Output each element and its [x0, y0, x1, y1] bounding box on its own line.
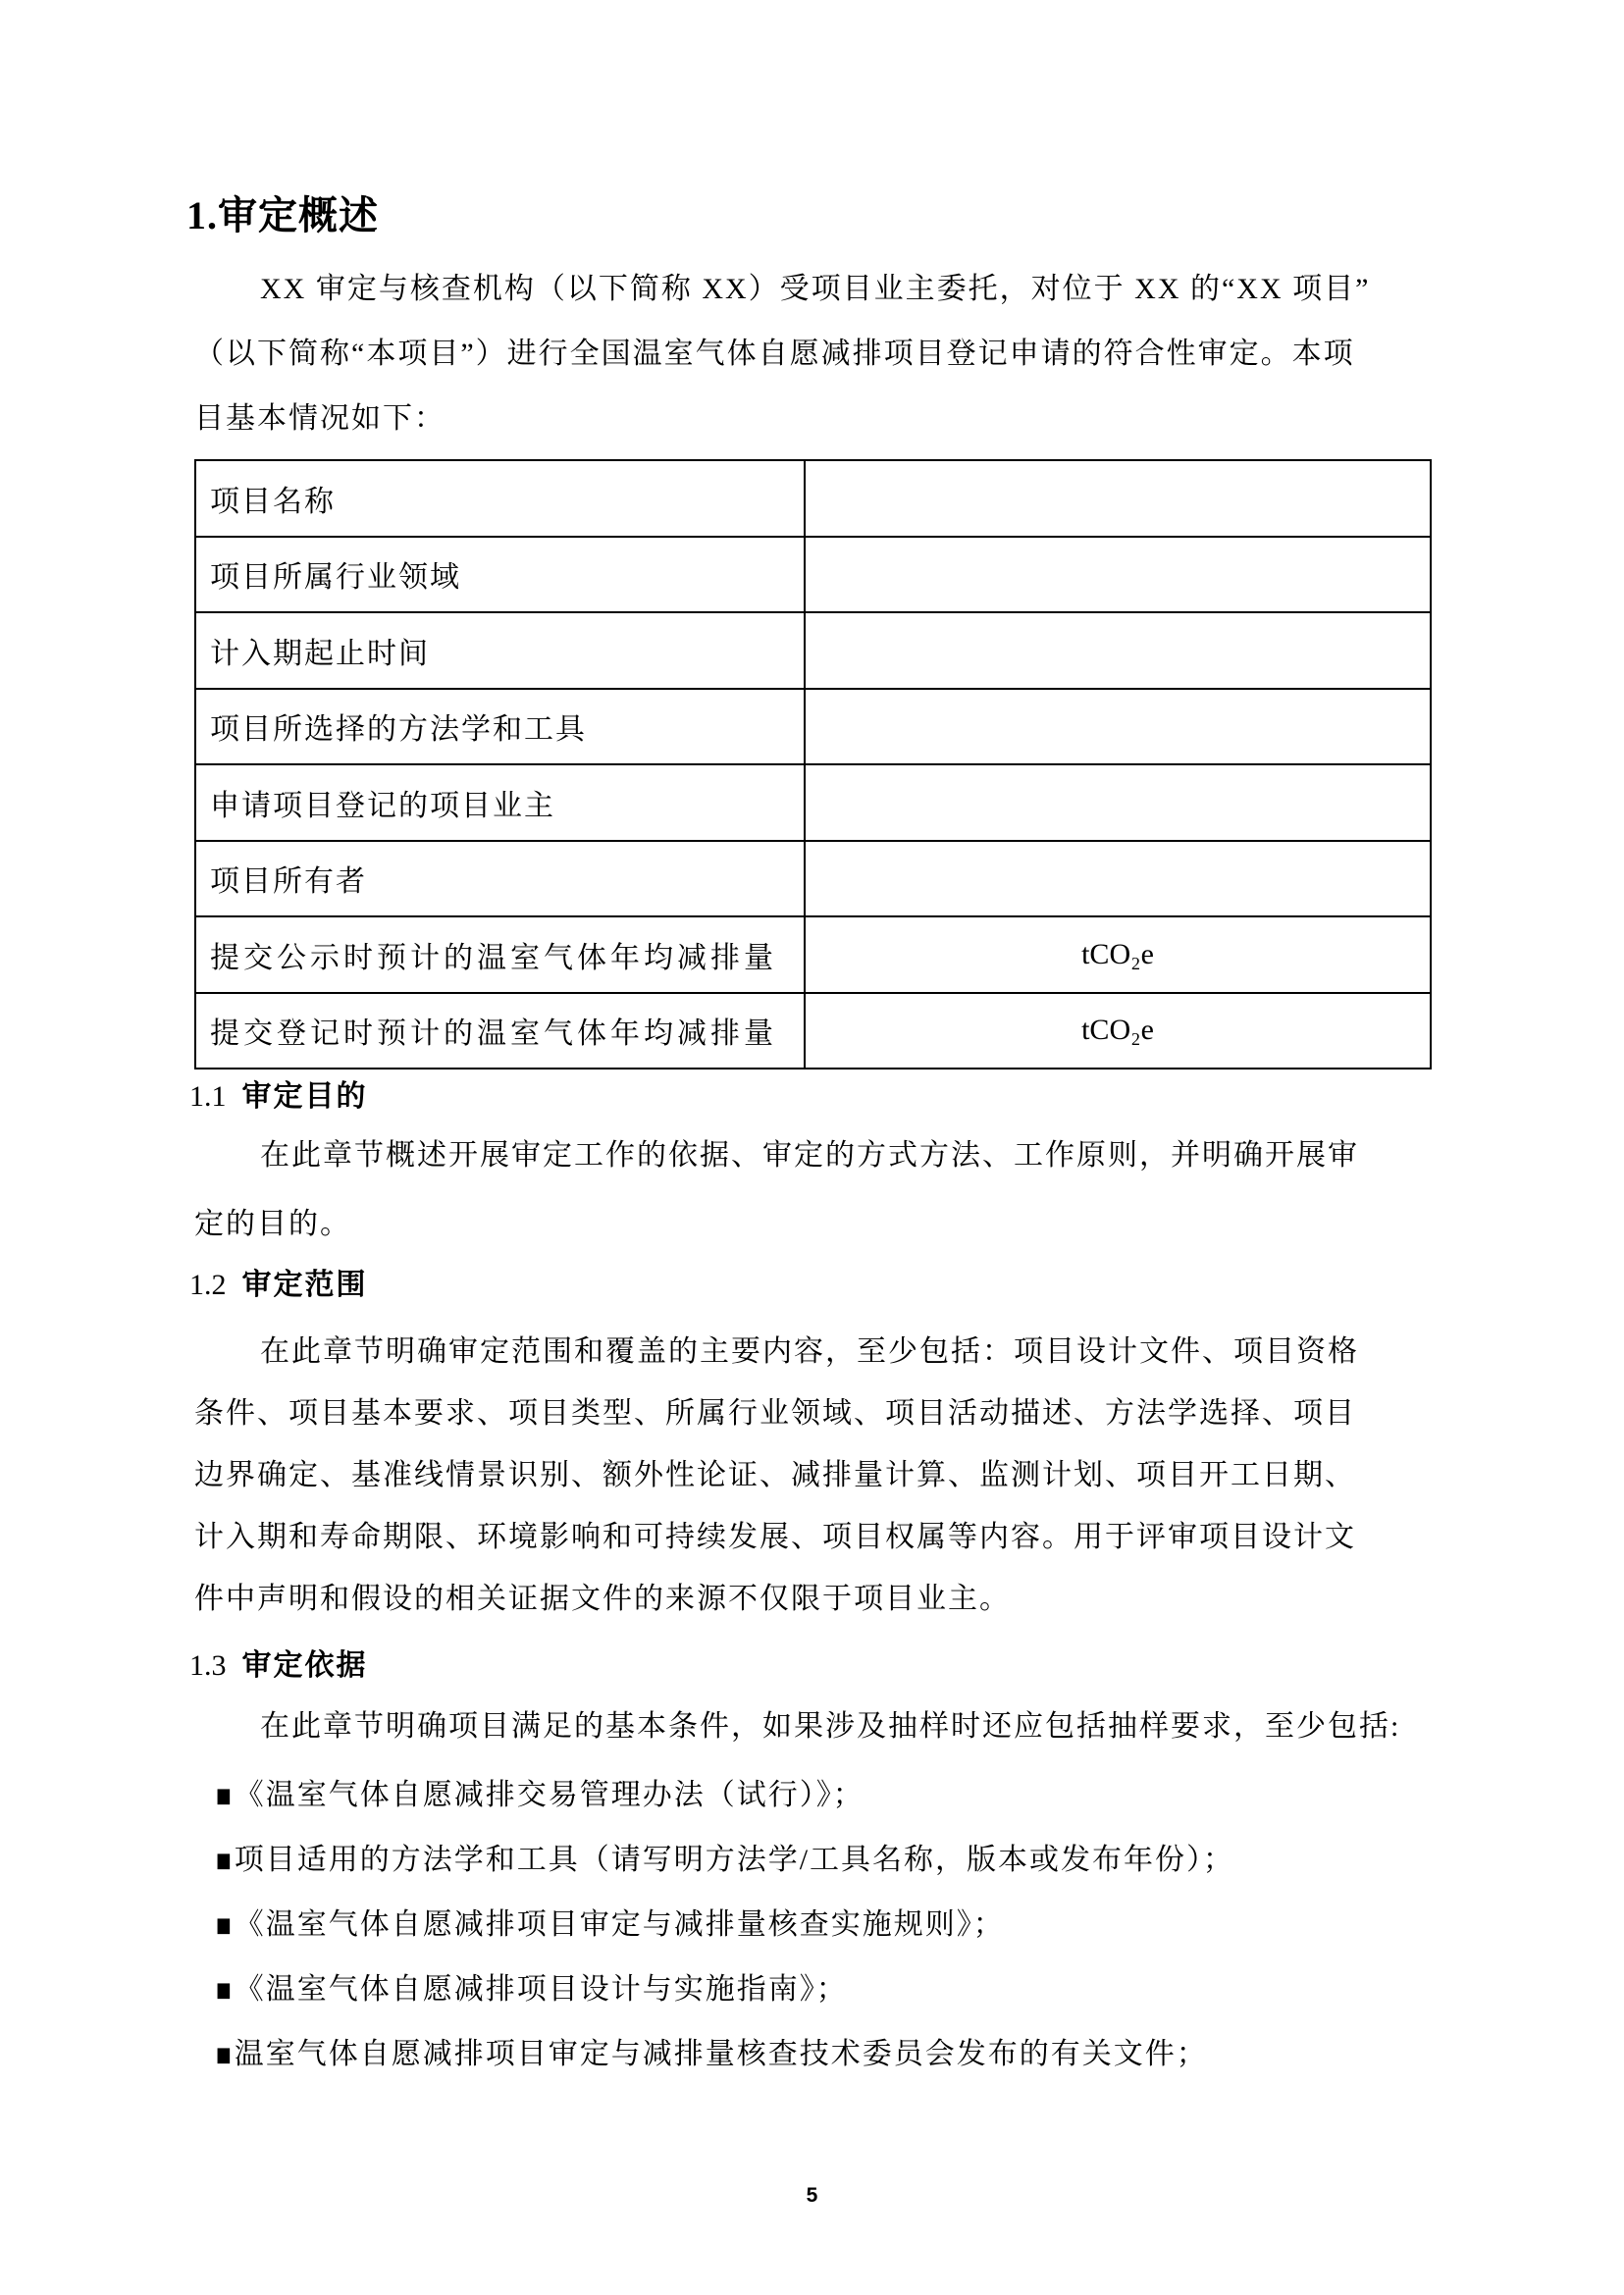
table-row [195, 460, 1431, 537]
heading-1-1 [189, 1077, 368, 1117]
row-value-cell [805, 764, 1431, 841]
heading-number: 1.3 [189, 1649, 227, 1682]
section-1-3-paragraph [194, 1695, 1430, 1757]
list-item [216, 2022, 1433, 2087]
list-item-text: 项目适用的方法学和工具（请写明方法学/工具名称，版本或发布年份）； [234, 1844, 1235, 1876]
row-label-cell: 项目所有者 [195, 841, 805, 917]
table-row [195, 993, 1431, 1069]
bullet-square-icon: ■ [216, 2037, 234, 2073]
table-row [195, 916, 1431, 993]
row-value-cell [805, 612, 1431, 689]
list-item-text: 《温室气体自愿减排项目审定与减排量核查实施规则》； [234, 1908, 1005, 1941]
page-number: 5 [806, 2184, 818, 2207]
list-item-text: 温室气体自愿减排项目审定与减排量核查技术委员会发布的有关文件； [234, 2038, 1208, 2070]
row-label-cell: 申请项目登记的项目业主 [195, 764, 805, 841]
list-item [216, 1893, 1433, 1957]
list-item [216, 1763, 1433, 1828]
row-value-cell [805, 460, 1431, 537]
section-1-2-paragraph [194, 1321, 1430, 1630]
heading-number: 1.2 [189, 1269, 227, 1301]
table-row [195, 764, 1431, 841]
heading-1-2 [189, 1266, 368, 1305]
heading-text: 审定范围 [241, 1269, 368, 1301]
list-item [216, 1957, 1433, 2022]
row-label-cell: 项目名称 [195, 460, 805, 537]
paragraph-line: 在此章节概述开展审定工作的依据、审定的方式方法、工作原则，并明确开展审 [260, 1139, 1359, 1172]
heading-text: 审定依据 [241, 1649, 368, 1682]
paragraph-line: 目基本情况如下： [194, 402, 445, 435]
intro-paragraph [194, 257, 1430, 451]
section-1-1-paragraph [194, 1121, 1430, 1259]
project-info-table [194, 459, 1432, 1069]
table-row [195, 841, 1431, 917]
table-row [195, 689, 1431, 765]
paragraph-line: 定的目的。 [194, 1208, 351, 1240]
bullet-square-icon: ■ [216, 1907, 234, 1944]
bullet-square-icon: ■ [216, 1843, 234, 1879]
list-item-text: 《温室气体自愿减排交易管理办法（试行）》； [234, 1779, 864, 1811]
bullet-square-icon: ■ [216, 1778, 234, 1814]
paragraph-line: （以下简称“本项目”）进行全国温室气体自愿减排项目登记申请的符合性审定。本项 [194, 338, 1355, 370]
paragraph-line: XX 审定与核查机构（以下简称 XX）受项目业主委托，对位于 XX 的“XX 项目” [260, 273, 1371, 305]
paragraph-line: 在此章节明确项目满足的基本条件，如果涉及抽样时还应包括抽样要求，至少包括: [260, 1710, 1401, 1743]
row-value-cell: tCO₂e [805, 916, 1431, 993]
row-value-cell [805, 537, 1431, 613]
reference-bullet-list [216, 1763, 1433, 2087]
row-value-cell: tCO₂e [805, 993, 1431, 1069]
row-label-cell: 提交公示时预计的温室气体年均减排量 [195, 916, 805, 993]
heading-number: 1.1 [189, 1080, 227, 1113]
row-value-cell [805, 689, 1431, 765]
row-value-cell [805, 841, 1431, 917]
heading-text: 审定目的 [241, 1080, 368, 1113]
row-label-cell: 提交登记时预计的温室气体年均减排量 [195, 993, 805, 1069]
row-label-cell: 项目所属行业领域 [195, 537, 805, 613]
paragraph-line: 在此章节明确审定范围和覆盖的主要内容，至少包括：项目设计文件、项目资格 [260, 1335, 1359, 1368]
bullet-square-icon: ■ [216, 1972, 234, 2008]
paragraph-line: 计入期和寿命期限、环境影响和可持续发展、项目权属等内容。用于评审项目设计文 [194, 1521, 1356, 1553]
paragraph-line: 条件、项目基本要求、项目类型、所属行业领域、项目活动描述、方法学选择、项目 [194, 1397, 1356, 1430]
document-title: 1.审定概述 [186, 193, 379, 237]
row-label-cell: 项目所选择的方法学和工具 [195, 689, 805, 765]
heading-1-3 [189, 1646, 368, 1686]
list-item [216, 1828, 1433, 1893]
table-row [195, 612, 1431, 689]
paragraph-line: 件中声明和假设的相关证据文件的来源不仅限于项目业主。 [194, 1583, 1011, 1615]
paragraph-line: 边界确定、基准线情景识别、额外性论证、减排量计算、监测计划、项目开工日期、 [194, 1459, 1356, 1491]
row-label-cell: 计入期起止时间 [195, 612, 805, 689]
list-item-text: 《温室气体自愿减排项目设计与实施指南》； [234, 1973, 848, 2006]
table-row [195, 537, 1431, 613]
